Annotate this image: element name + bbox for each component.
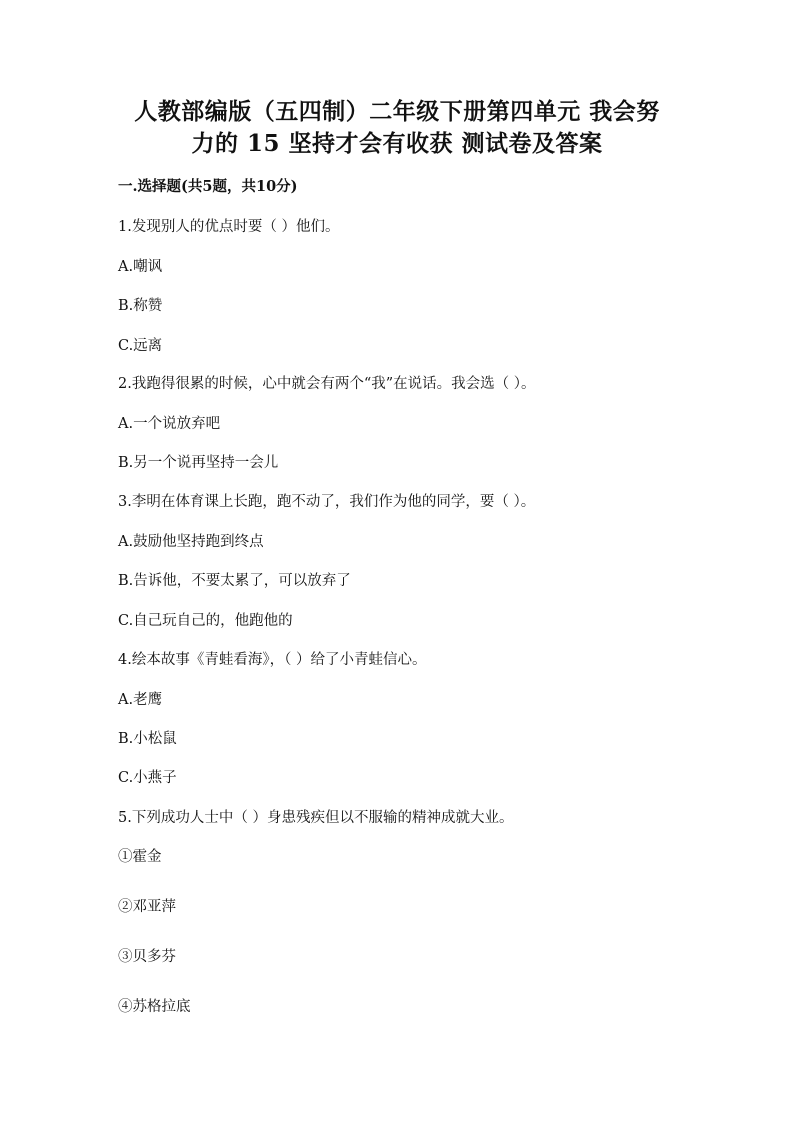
question-4-stem: 4.绘本故事《青蛙看海》，（ ）给了小青蛙信心。: [118, 652, 427, 668]
question-4-option-a: A.老鹰: [118, 692, 163, 708]
title-line-1: 人教部编版（五四制）二年级下册第四单元 我会努: [134, 98, 660, 125]
question-1-option-c: C.远离: [118, 338, 163, 354]
question-1-option-b: B.称赞: [118, 298, 163, 314]
question-3-stem: 3.李明在体育课上长跑，跑不动了，我们作为他的同学，要（ ）。: [118, 494, 536, 510]
question-2-option-a: A.一个说放弃吧: [118, 416, 221, 432]
question-5-option-3: ③贝多芬: [118, 949, 176, 965]
question-2-option-b: B.另一个说再坚持一会儿: [118, 455, 279, 471]
question-3-option-b: B.告诉他，不要太累了，可以放弃了: [118, 573, 351, 589]
title-line-2: 力的 15 坚持才会有收获 测试卷及答案: [191, 130, 603, 157]
question-5-option-1: ①霍金: [118, 849, 162, 865]
question-1-option-a: A.嘲讽: [118, 259, 163, 275]
question-3-option-a: A.鼓励他坚持跑到终点: [118, 534, 264, 550]
question-5-stem: 5.下列成功人士中（ ）身患残疾但以不服输的精神成就大业。: [118, 810, 514, 826]
document-title: [60, 96, 734, 160]
question-4-option-c: C.小燕子: [118, 770, 177, 786]
section-heading: 一.选择题(共5题，共10分): [118, 178, 298, 195]
question-1-stem: 1.发现别人的优点时要（ ）他们。: [118, 219, 340, 235]
question-5-option-2: ②邓亚萍: [118, 899, 176, 915]
question-5-option-4: ④苏格拉底: [118, 999, 191, 1015]
question-4-option-b: B.小松鼠: [118, 731, 177, 747]
question-2-stem: 2.我跑得很累的时候，心中就会有两个“我”在说话。我会选（ ）。: [118, 376, 536, 392]
question-3-option-c: C.自己玩自己的，他跑他的: [118, 613, 293, 629]
